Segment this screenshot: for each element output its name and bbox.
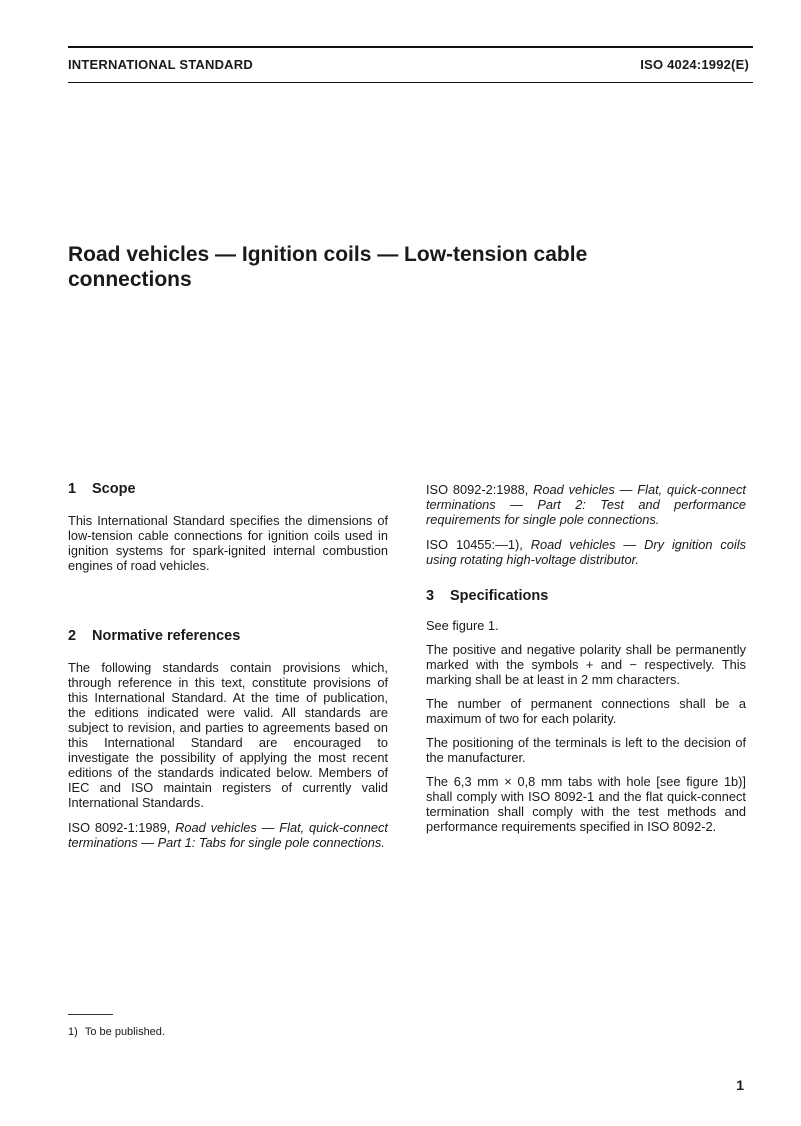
references-continued: [426, 482, 746, 567]
footnote-rule: [68, 1014, 113, 1015]
spec-paragraph: The number of permanent connections shall be a maximum of two for each polarity.: [426, 696, 746, 726]
document-title: [68, 242, 688, 292]
page-number: 1: [736, 1077, 744, 1093]
title-line-1: Road vehicles — Ignition coils — Low-tension cable: [68, 243, 588, 266]
reference-item: ISO 8092-1:1989, Road vehicles — Flat, quick-connect terminations — Part 1: Tabs for single pole connections.: [68, 820, 388, 850]
normative-references-section: [68, 629, 388, 850]
specifications-heading: 3 Specifications: [426, 588, 549, 604]
scope-text: This International Standard specifies the dimensions of low-tension cable connections for ignition coils used in ignition systems for spark-ignited internal combustion engines of road vehicles.: [68, 513, 388, 573]
footnote-text: To be published.: [84, 1026, 165, 1038]
standard-number: ISO 4024:1992(E): [640, 57, 749, 72]
reference-item: ISO 8092-2:1988, Road vehicles — Flat, quick-connect terminations — Part 2: Test and performance requirements for single pole connections.: [426, 482, 746, 527]
scope-heading: 1 Scope: [68, 481, 136, 497]
footnote: [68, 1026, 165, 1038]
spec-paragraph: The positive and negative polarity shall be permanently marked with the symbols + and − respectively. This marking shall be at least in 2 mm characters.: [426, 642, 746, 687]
reference-item: ISO 10455:—1), Road vehicles — Dry ignition coils using rotating high-voltage distributor.: [426, 537, 747, 567]
spec-paragraph: See figure 1.: [426, 618, 499, 633]
normative-heading: 2 Normative references: [68, 628, 241, 644]
header-top-rule: [68, 46, 753, 48]
normative-intro: The following standards contain provisions which, through reference in this text, constitute provisions of this International Standard. At the time of publication, the editions indicated were valid. All standards are subject to revision, and parties to agreements based on this International Standard are encouraged to investigate the possibility of applying the most recent editions of the standards indicated below. Members of IEC and ISO maintain registers of currently valid International Standards.: [68, 660, 388, 810]
spec-paragraph: The positioning of the terminals is left to the decision of the manufacturer.: [426, 735, 746, 765]
spec-paragraph: The 6,3 mm × 0,8 mm tabs with hole [see figure 1b)] shall comply with ISO 8092-1 and the flat quick-connect termination shall comply with the test methods and performance requirements specified in ISO 8092-2.: [426, 774, 746, 834]
document-type-label: INTERNATIONAL STANDARD: [68, 57, 253, 72]
header-bottom-rule: [68, 82, 753, 83]
scope-section: [68, 482, 388, 573]
specifications-section: [426, 589, 746, 834]
footnote-mark: 1): [68, 1026, 78, 1038]
title-line-2: connections: [68, 268, 192, 291]
